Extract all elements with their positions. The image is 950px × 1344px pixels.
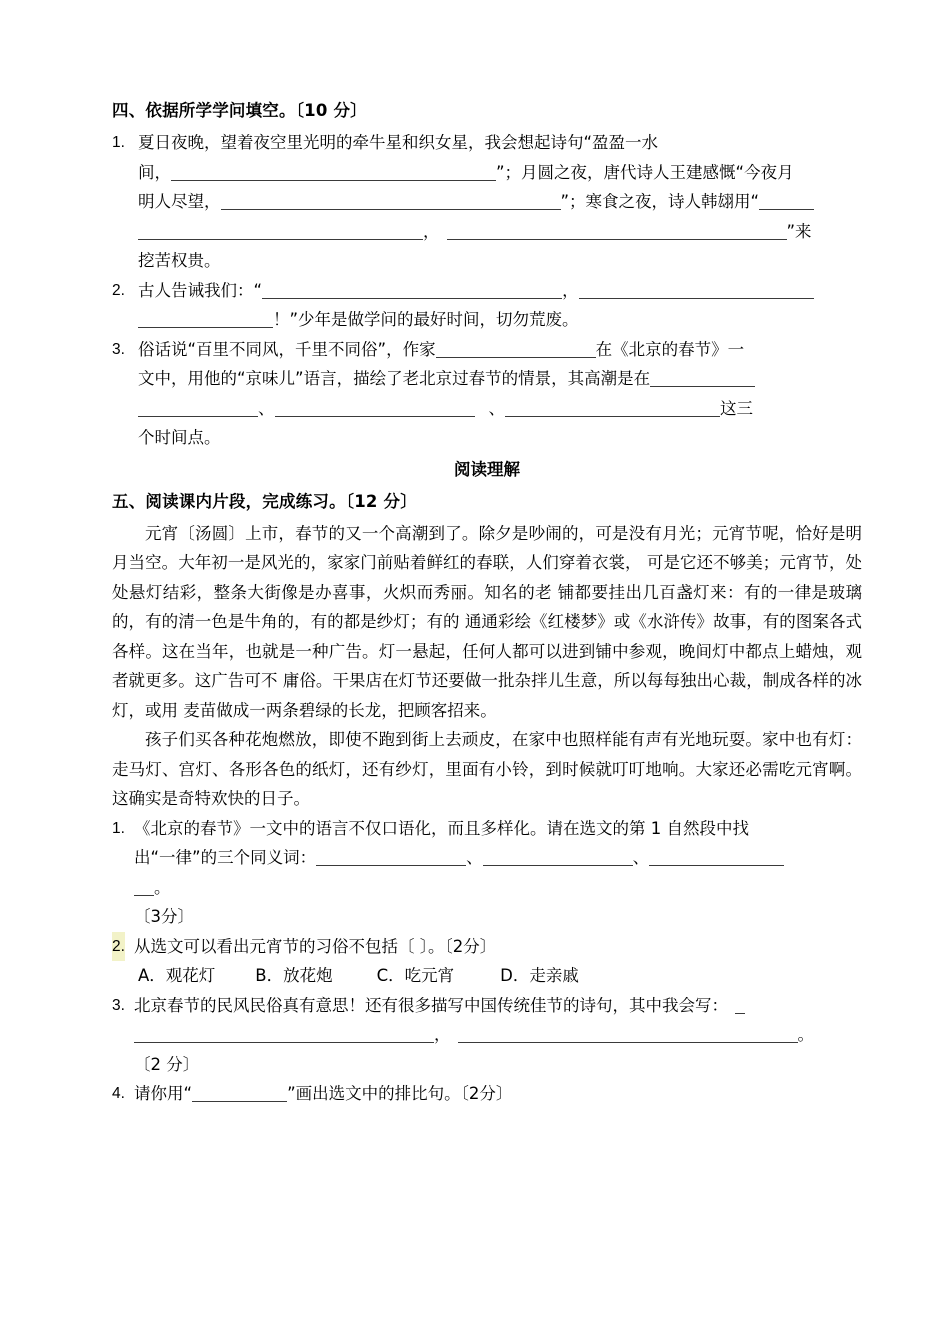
reading-question-1 [112,814,862,932]
answer-blank[interactable] [221,192,561,210]
sep-1: 、 [466,848,483,867]
answer-blank[interactable] [579,281,814,299]
item-text-part2: ， [562,280,579,300]
answer-blank[interactable] [735,996,745,1014]
answer-blank[interactable] [649,848,784,866]
answer-blank[interactable] [458,1025,798,1043]
answer-blank[interactable] [316,848,466,866]
section-4-heading: 四、依据所学学问填空。〔10 分〕 [112,101,367,120]
answer-blank[interactable] [436,340,596,358]
item-number: 2. [112,281,125,299]
item-text-part3: 文中，用他的“京味儿”语言，描绘了老北京过春节的情景，其高潮是在 [138,369,651,388]
item-text-part1: 夏日夜晚，望着夜空里光明的牵牛星和织女星，我会想起诗句“盈盈一水 [138,133,659,152]
reading-section-title: 阅读理解 [454,459,520,479]
item-number: 3. [112,340,125,358]
passage-paragraph-1: 元宵〔汤圆〕上市，春节的又一个高潮到了。除夕是吵闹的，可是没有月光；元宵节呢，恰好是明月当空。大年初一是风光的，家家门前贴着鲜红的春联，人们穿着衣裳， 可是它还不够美；元宵节，处处悬灯结彩，整条大街像是办喜事，火炽而秀丽。知名的老 铺都要挂出几百盏灯来：有的一律是玻璃的，有的清一色是牛角的，有的都是纱灯；有的 通通彩绘《红楼梦》或《水浒传》故事，有的图案各式各样。这在当年，也就是一种广告。灯一悬起，任何人都可以进到铺中参观，晚间灯中都点上蜡烛，观者就更多。这广告可不 庸俗。干果店在灯节还要做一批杂拌儿生意，所以每每独出心裁，制成各样的冰灯，或用 麦苗做成一两条碧绿的长龙，把顾客招来。 [112,523,862,720]
item-text-part8: 挖苦权贵。 [138,251,221,270]
item-number: 4. [112,1085,125,1102]
answer-blank[interactable] [505,399,720,417]
item-number: 2. [112,932,125,962]
answer-blank[interactable] [134,878,154,896]
item-text-part1: 俗话说“百里不同风，千里不同俗”，作家 [138,339,436,359]
sep-1: ， [434,1025,451,1044]
option-c[interactable]: C．吃元宵 [376,966,455,985]
item-text-part3: ！”少年是做学问的最好时间，切勿荒废。 [273,310,579,329]
reading-question-2-options [112,961,862,991]
item-text-part5: ”；寒食之夜，诗人韩翃用“ [560,192,760,211]
answer-blank[interactable] [483,848,633,866]
item-text-part6: 这三 [720,398,753,418]
item-text-part2: 间， [138,162,171,182]
question-score: 〔2 分〕 [134,1054,200,1074]
reading-question-2 [112,932,862,962]
question-text: 从选文可以看出元宵节的习俗不包括〔 〕。〔2分〕 [134,936,497,956]
question-text-part2: 出“一律”的三个同义词： [134,848,317,867]
sep-2: 、 [632,848,650,867]
answer-blank[interactable] [262,281,562,299]
question-text-end: 。 [797,1025,814,1044]
answer-blank[interactable] [138,399,258,417]
item-text-part1: 古人告诫我们：“ [138,280,263,300]
reading-question-3 [112,991,862,1080]
question-text-part1: 北京春节的民风民俗真有意思！还有很多描写中国传统佳节的诗句，其中我会写： [134,995,728,1015]
item-text-part4: 明人尽望， [138,192,221,211]
question-text-end: 。 [154,877,171,897]
item-text-part7: 个时间点。 [138,428,221,447]
answer-blank[interactable] [138,310,273,328]
question-score: 〔3分〕 [134,907,194,926]
item-text-sep1: 、 [258,398,275,418]
item-text-part3: ”；月圆之夜，唐代诗人王建感慨“今夜月 [496,162,794,182]
page-content [112,96,862,1109]
answer-blank[interactable] [171,163,496,181]
item-number: 1. [112,819,125,837]
reading-question-4 [112,1079,862,1109]
section4-item-3 [112,335,862,453]
answer-blank[interactable] [192,1084,287,1102]
question-text-part1: 请你用“ [134,1084,193,1103]
answer-blank[interactable] [650,369,755,387]
item-text-part6: ， [423,221,440,241]
option-d[interactable]: D．走亲戚 [500,966,579,985]
option-a[interactable]: A．观花灯 [138,966,216,985]
passage-paragraph-2: 孩子们买各种花炮燃放，即使不跑到街上去顽皮，在家中也照样能有声有光地玩耍。家中也有灯：走马灯、宫灯、各形各色的纸灯，还有纱灯，里面有小铃，到时候就叮叮地响。大家还必需吃元宵啊。这确实是奇特欢快的日子。 [112,730,862,808]
answer-blank[interactable] [134,1025,434,1043]
item-text-part2: 在《北京的春节》一 [595,339,745,359]
question-text-part2: ”画出选文中的排比句。〔2分〕 [287,1084,513,1103]
item-text-part7: ”来 [786,221,812,241]
section-5-heading: 五、阅读课内片段，完成练习。〔12 分〕 [112,491,417,511]
item-text-sep2: 、 [488,398,505,418]
section4-item-2 [112,276,862,335]
section4-item-1 [112,128,862,276]
question-text-part1: 《北京的春节》一文中的语言不仅口语化，而且多样化。请在选文的第 1 自然段中找 [134,818,749,838]
item-number: 1. [112,134,125,151]
option-b[interactable]: B．放花炮 [255,966,333,985]
answer-blank[interactable] [138,222,423,240]
answer-blank[interactable] [447,222,787,240]
answer-blank[interactable] [759,192,814,210]
answer-blank[interactable] [275,399,475,417]
item-number: 3. [112,996,125,1014]
